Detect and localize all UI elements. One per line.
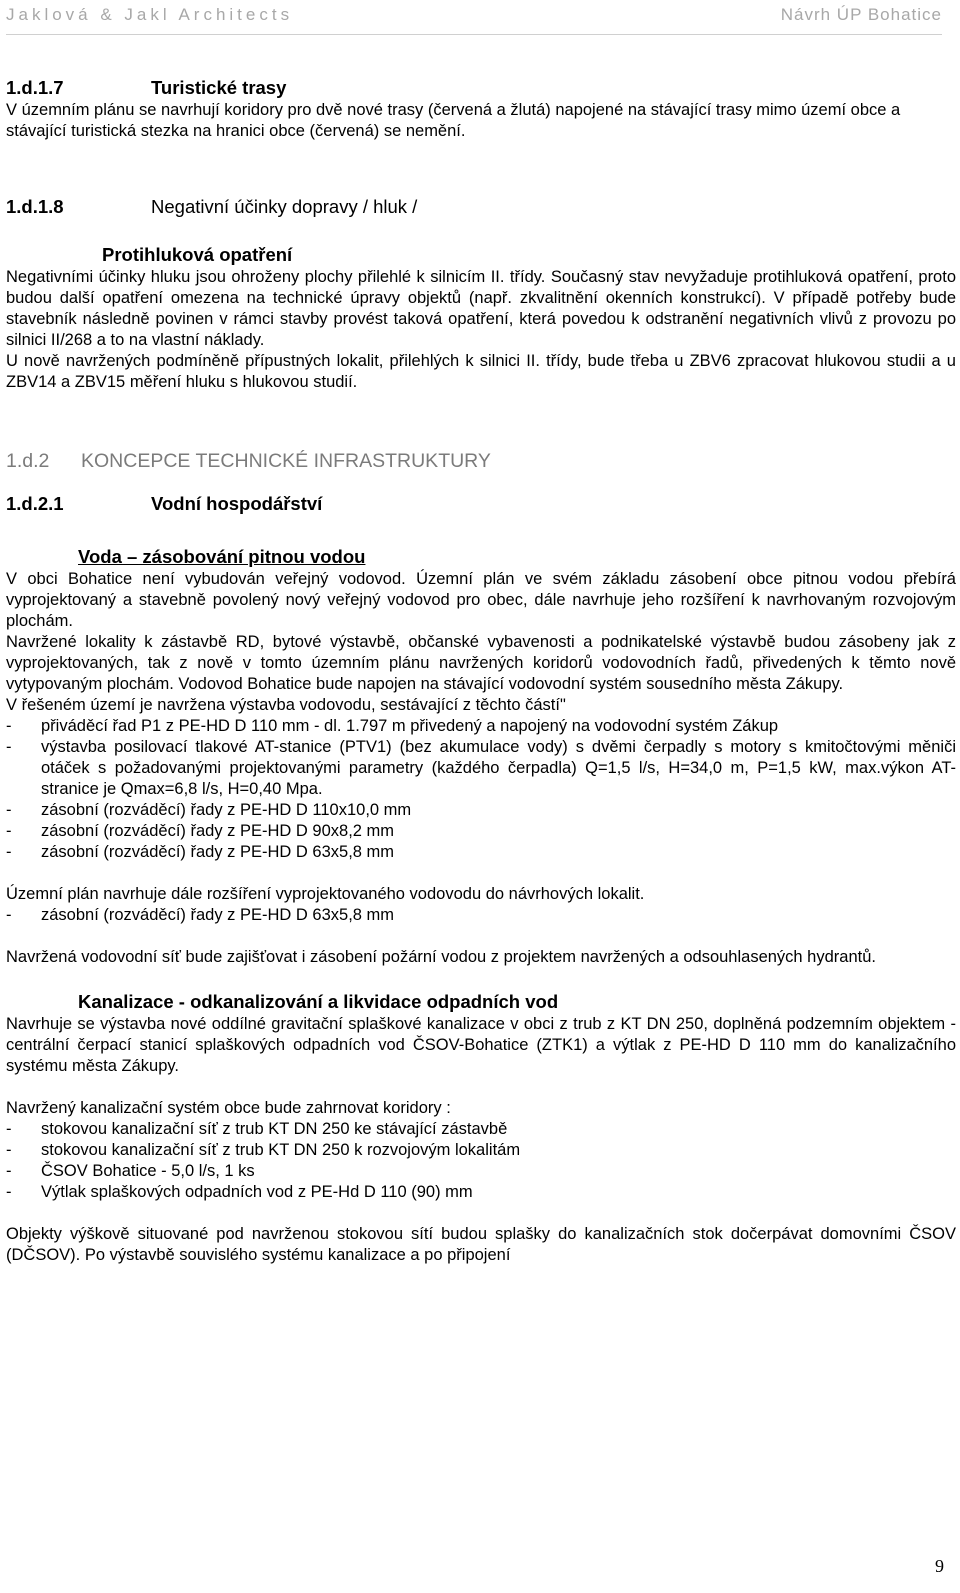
section-title: Vodní hospodářství — [151, 493, 323, 514]
page-body — [6, 70, 956, 1266]
paragraph: Navrhuje se výstavba nové oddílné gravitační splaškové kanalizace v obci z trub z KT DN 250, doplněná podzemním objektem - centrální čerpací stanicí splaškových odpadních vod ČSOV-Bohatice (ZTK1) a výtlak z PE-HD D 110 mm do kanalizačního systému města Zákupy. — [6, 1015, 956, 1075]
page-number: 9 — [935, 1556, 944, 1576]
paragraph: Negativními účinky hluku jsou ohroženy plochy přilehlé k silnicím II. třídy. Současný stav nevyžaduje protihluková opatření, proto budou další opatření omezena na technické úpravy objektů (např. zkvalitnění okenních konstrukcí). V případě potřeby bude stavebník následně povinen v rámci stavby provést taková opatření, která povedou k odstranění negativních vlivů z provozu po silnici II/268 a to na vlastní náklady. — [6, 268, 956, 349]
list-item: - Výtlak splaškových odpadních vod z PE-Hd D 110 (90) mm — [6, 1183, 473, 1201]
header-document-title: Návrh ÚP Bohatice — [780, 5, 942, 24]
section-number: 1.d.1.7 — [6, 77, 64, 98]
subheading-sewerage: Kanalizace - odkanalizování a likvidace odpadních vod — [78, 991, 559, 1012]
section-heading-1-d-1-7 — [6, 76, 956, 100]
section-heading-1-d-1-8 — [6, 195, 956, 219]
subheading-water-supply — [6, 545, 956, 569]
list-item: - přiváděcí řad P1 z PE-HD D 110 mm - dl. 1.797 m přivedený a napojený na vodovodní systém Zákup — [6, 717, 779, 735]
list-item: - zásobní (rozváděcí) řady z PE-HD D 110x10,0 mm — [6, 801, 412, 819]
page-header — [6, 5, 942, 27]
list-item: - stokovou kanalizační síť z trub KT DN 250 k rozvojovým lokalitám — [6, 1141, 521, 1159]
list-item: - ČSOV Bohatice - 5,0 l/s, 1 ks — [6, 1162, 255, 1180]
paragraph: V obci Bohatice není vybudován veřejný vodovod. Územní plán ve svém základu zásobení obce pitnou vodou přebírá vyprojektovaný a stavebně povolený nový veřejný vodovod pro obec, dále navrhuje jeho rozšíření k navrhovaným rozvojovým plochám. — [6, 570, 956, 630]
section-number: 1.d.2.1 — [6, 493, 64, 514]
list-item: - zásobní (rozváděcí) řady z PE-HD D 63x5,8 mm — [6, 906, 395, 924]
header-divider — [6, 34, 942, 35]
paragraph: Navržené lokality k zástavbě RD, bytové výstavbě, občanské vybavenosti a podnikatelské výstavbě budou zásobeny jak z vyprojektovaných, tak z nově v tomto územním plánu navržených koridorů vodovodních řadů, přivedených k těmto nově vytypovaným plochám. Vodovod Bohatice bude napojen na stávající vodovodní systém sousedního města Zákupy. — [6, 633, 956, 693]
water-components-list — [6, 716, 956, 863]
section-title: Turistické trasy — [151, 77, 287, 98]
paragraph: V řešeném území je navržena výstavba vodovodu, sestávající z těchto částí" — [6, 696, 566, 714]
list-item: - výstavba posilovací tlakové AT-stanice (PTV1) (bez akumulace vody) s dvěmi čerpadly s motory s kmitočtovými měniči otáček s požadovanými projektovanými parametry (každého čerpadla) Q=1,5 l/s, H=34,0 m, P=1,5 kW, max.výkon AT-stranice je Qmax=6,8 l/s, H=0,40 Mpa. — [6, 738, 956, 798]
section-title: KONCEPCE TECHNICKÉ INFRASTRUKTURY — [81, 450, 491, 472]
list-item: - zásobní (rozváděcí) řady z PE-HD D 90x8,2 mm — [6, 822, 395, 840]
water-extension-list — [6, 905, 956, 926]
section-heading-1-d-2-1 — [6, 492, 956, 516]
section-title: Negativní účinky dopravy / hluk / — [151, 196, 418, 217]
subheading-noise-measures: Protihluková opatření — [102, 244, 293, 265]
paragraph: Územní plán navrhuje dále rozšíření vyprojektovaného vodovodu do návrhových lokalit. — [6, 885, 645, 903]
list-item: - zásobní (rozváděcí) řady z PE-HD D 63x5,8 mm — [6, 843, 395, 861]
sewer-corridors-list — [6, 1119, 956, 1203]
paragraph: V územním plánu se navrhují koridory pro dvě nové trasy (červená a žlutá) napojené na stávající trasy mimo území obce a stávající turistická stezka na hranici obce (červená) se nemění. — [6, 101, 901, 140]
section-number: 1.d.2 — [6, 450, 50, 472]
header-company: Jaklová & Jakl Architects — [6, 5, 294, 24]
paragraph: Navržená vodovodní síť bude zajišťovat i zásobení požární vodou z projektem navržených a odsouhlasených hydrantů. — [6, 948, 876, 966]
subheading-text: Voda – zásobování pitnou vodou — [78, 546, 366, 567]
paragraph: U nově navržených podmíněně přípustných lokalit, přilehlých k silnici II. třídy, bude třeba u ZBV6 zpracovat hlukovou studii a u ZBV14 a ZBV15 měření hluku s hlukovou studií. — [6, 352, 956, 391]
section-number: 1.d.1.8 — [6, 196, 64, 217]
section-heading-1-d-2 — [6, 449, 956, 473]
paragraph: Navržený kanalizační systém obce bude zahrnovat koridory : — [6, 1099, 451, 1117]
list-item: - stokovou kanalizační síť z trub KT DN 250 ke stávající zástavbě — [6, 1120, 508, 1138]
paragraph: Objekty výškově situované pod navrženou stokovou sítí budou splašky do kanalizačních stok dočerpávat domovními ČSOV (DČSOV). Po výstavbě souvislého systému kanalizace a po připojení — [6, 1225, 956, 1264]
